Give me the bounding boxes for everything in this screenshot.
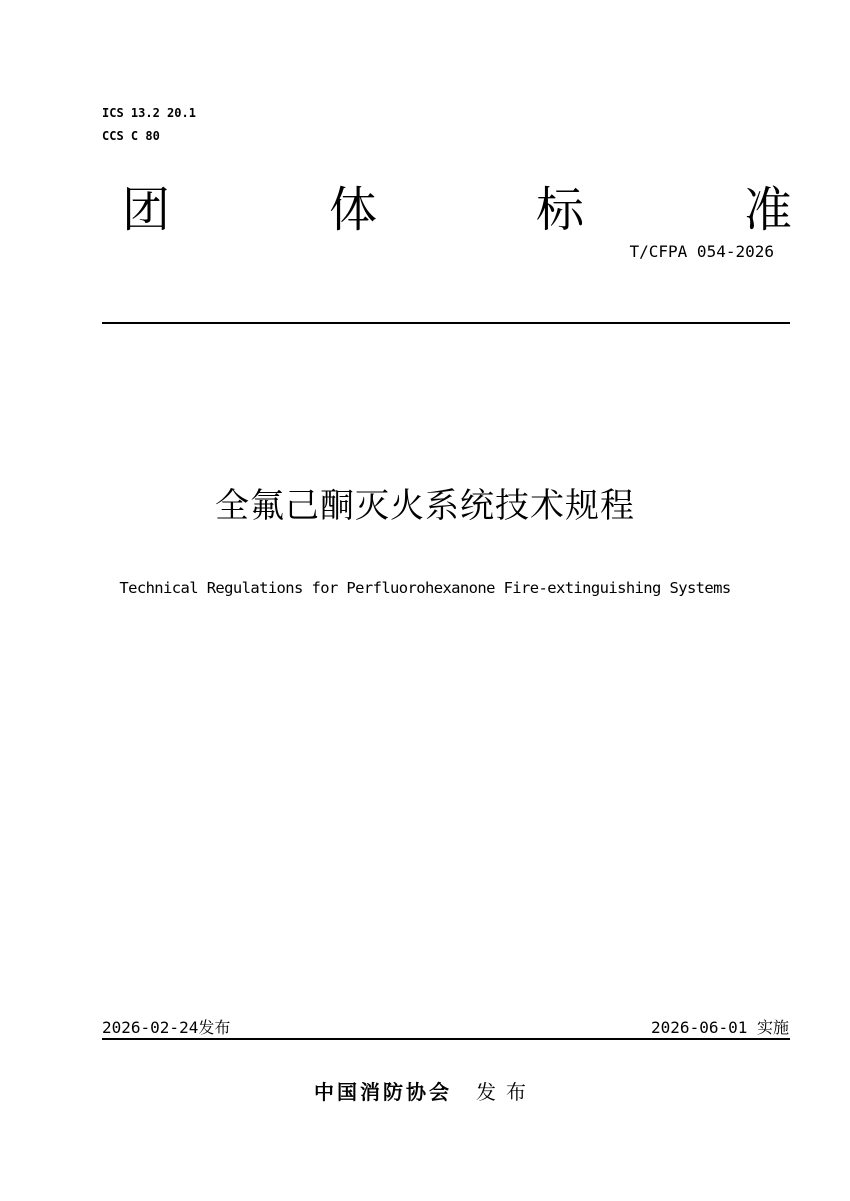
footer-divider bbox=[102, 1038, 790, 1040]
standard-type-char: 准 bbox=[743, 182, 792, 238]
implementation-date: 2026-06-01 实施 bbox=[651, 1018, 789, 1037]
publisher-line bbox=[0, 1078, 850, 1106]
standard-type-char: 体 bbox=[329, 182, 378, 238]
standard-type-char: 团 bbox=[122, 182, 171, 238]
ccs-code: CCS C 80 bbox=[102, 129, 160, 143]
document-title-english: Technical Regulations for Perfluorohexanone Fire-extinguishing Systems bbox=[119, 579, 731, 597]
ics-code: ICS 13.2 20.1 bbox=[102, 106, 196, 120]
header-divider bbox=[102, 322, 790, 324]
document-title-chinese: 全氟己酮灭火系统技术规程 bbox=[215, 486, 635, 526]
standard-type-char: 标 bbox=[536, 182, 585, 238]
standard-number: T/CFPA 054-2026 bbox=[629, 242, 774, 261]
standard-type-heading bbox=[102, 180, 792, 240]
issue-date: 2026-02-24发布 bbox=[102, 1018, 231, 1037]
publisher-action: 发布 bbox=[476, 1080, 536, 1104]
publisher-organization: 中国消防协会 bbox=[314, 1080, 452, 1104]
